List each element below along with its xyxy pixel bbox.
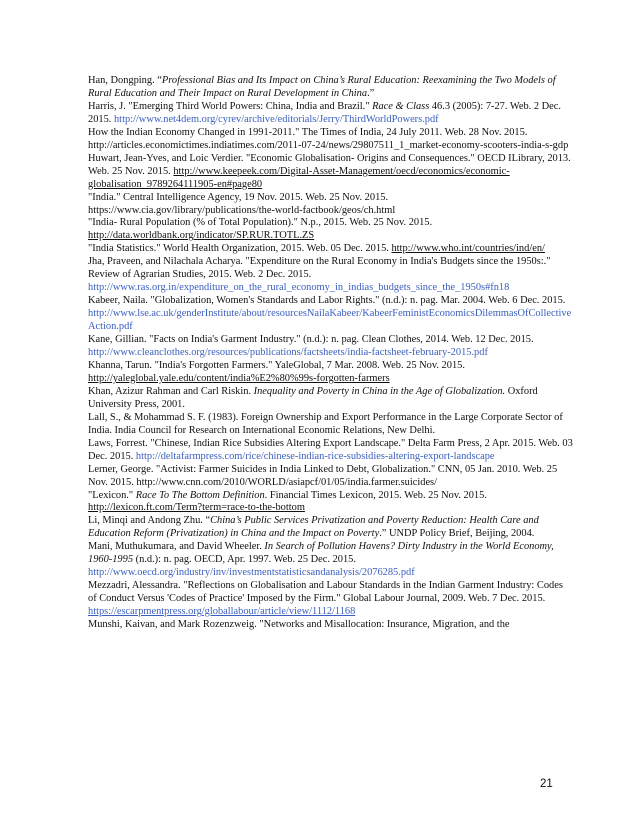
reference-entry [88,101,574,127]
reference-entry [88,386,574,412]
reference-text: (n.d.): n. pag. OECD, Apr. 1997. Web. 25 Dec. 2015. [133,554,356,566]
reference-link[interactable]: http://www.ras.org.in/expenditure_on_the_rural_economy_in_indias_budgets_since_the_1950s#fn18 [88,282,510,294]
reference-text: Li, Minqi and Andong Zhu. “ [88,515,211,527]
reference-title: China’s Public Services Privatization and Poverty Reduction: Health Care and Education Reform (Privatization) in China and the Impact on Poverty [88,515,539,540]
reference-link[interactable]: http://www.net4dem.org/cyrev/archive/editorials/Jerry/ThirdWorldPowers.pdf [113,113,439,125]
reference-entry [88,192,574,218]
reference-link[interactable]: http://www.oecd.org/industry/inv/investmentstatisticsandanalysis/2076285.pdf [88,567,415,579]
reference-entry [88,217,574,243]
reference-text: "Lexicon." [88,489,136,501]
reference-text: Khanna, Tarun. "India's Forgotten Farmers." YaleGlobal, 7 Mar. 2008. Web. 25 Nov. 2015. [88,359,465,371]
reference-text: Kane, Gillian. "Facts on India's Garment Industry." (n.d.): n. pag. Clean Clothes, 2014. Web. 12 Dec. 2015. [88,334,534,346]
reference-entry [88,580,574,619]
reference-text: .” UNDP Policy Brief, Beijing, 2004. [379,528,535,540]
reference-text: . Financial Times Lexicon, 2015. Web. 25 Nov. 2015. [264,489,487,501]
reference-title: In Search of Pollution Havens? Dirty Industry in the World Economy, 1960-1995 [88,541,554,566]
reference-text: Kabeer, Naila. "Globalization, Women's Standards and Labor Rights." (n.d.): n. pag. Mar. 2004. Web. 6 Dec. 2015. [88,295,566,307]
reference-entry [88,295,574,334]
reference-text: Mezzadri, Alessandra. "Reflections on Globalisation and Labour Standards in the Indian Garment Industry: Codes of Conduct Versus 'Codes of Practice' Imposed by the Firm." Global Labour Journal, 2009. Web. 7 Dec. 2015. [88,580,563,605]
reference-text: Khan, Azizur Rahman and Carl Riskin. [88,385,254,397]
reference-text: "India." Central Intelligence Agency, 19 Nov. 2015. Web. 25 Nov. 2015. https://www.cia.gov/library/publications/the-world-factbook/geos/ch.html [88,191,396,216]
reference-entry [88,334,574,360]
reference-entry [88,464,574,490]
reference-text: Huwart, Jean-Yves, and Loic Verdier. "Economic Globalisation- Origins and Consequences." OECD ILibrary, 2013. Web. 25 Nov. 2015. [88,152,571,177]
reference-entry [88,515,574,541]
reference-text: Oxford University Press, 2001. [88,385,538,410]
page-number: 21 [540,778,553,790]
reference-entry [88,243,574,256]
reference-entry [88,153,574,192]
reference-text: 46.3 (2005): 7-27. Web. 2 Dec. 2015. [88,100,561,125]
reference-text: "India- Rural Population (% of Total Population)." N.p., 2015. Web. 25 Nov. 2015. [88,217,433,229]
reference-text: Harris, J. "Emerging Third World Powers: China, India and Brazil." [88,100,373,112]
reference-entry [88,438,574,464]
reference-link[interactable]: http://data.worldbank.org/indicator/SP.RUR.TOTL.ZS [88,230,315,242]
reference-title: Inequality and Poverty in China in the Age of Globalization. [253,385,506,397]
reference-title: Race & Class [372,100,430,112]
reference-text: Laws, Forrest. "Chinese, Indian Rice Subsidies Altering Export Landscape." Delta Farm Press, 2 Apr. 2015. Web. 03 Dec. 2015. [88,437,573,462]
reference-entry [88,256,574,295]
reference-entry [88,541,574,580]
reference-text: .” [367,87,375,99]
reference-link[interactable]: http://yaleglobal.yale.edu/content/india%E2%80%99s-forgotten-farmers [88,372,390,384]
reference-list [88,75,574,632]
reference-link[interactable]: http://www.keepeek.com/Digital-Asset-Management/oecd/economics/economic-globalisation_9789264111905-en#page80 [88,165,510,190]
reference-link[interactable]: http://lexicon.ft.com/Term?term=race-to-the-bottom [88,502,305,514]
reference-text: Han, Dongping. “ [88,75,162,86]
reference-text: How the Indian Economy Changed in 1991-2011." The Times of India, 24 July 2011. Web. 28 Nov. 2015. http://articles.economictimes.indiatimes.com/2011-07-24/news/29807511_1_market-economy-scooters-india-s-gdp [88,126,569,151]
reference-link[interactable]: http://www.lse.ac.uk/genderInstitute/about/resourcesNailaKabeer/KabeerFeministEconomicsDilemmasOfCollectiveAction.pdf [88,308,572,333]
reference-text: "India Statistics." World Health Organization, 2015. Web. 05 Dec. 2015. [88,243,392,255]
reference-text: Jha, Praveen, and Nilachala Acharya. "Expenditure on the Rural Economy in India's Budgets since the 1950s:." Review of Agrarian Studies, 2015. Web. 2 Dec. 2015. [88,256,551,281]
reference-title: Race To The Bottom Definition [135,489,265,501]
reference-entry [88,619,574,632]
reference-text: Lall, S., & Mohammad S. F. (1983). Foreign Ownership and Export Performance in the Large Corporate Sector of India. India Council for Research on International Economic Relations, New Delhi. [88,411,563,436]
reference-link[interactable]: https://escarpmentpress.org/globallabour/article/view/1112/1168 [88,606,356,618]
reference-entry [88,412,574,438]
reference-entry [88,490,574,516]
reference-text: Mani, Muthukumara, and David Wheeler. [88,541,265,553]
reference-text: Lerner, George. "Activist: Farmer Suicides in India Linked to Debt, Globalization." CNN, 05 Jan. 2010. Web. 25 Nov. 2015. http://www.cnn.com/2010/WORLD/asiapcf/01/05/india.farmer.suicides/ [88,463,558,488]
reference-text: Munshi, Kaivan, and Mark Rozenzweig. "Networks and Misallocation: Insurance, Migration, and the [88,619,510,631]
reference-title: Professional Bias and Its Impact on China’s Rural Education: Reexamining the Two Models of Rural Education and Their Impact on Rural Development in China [88,75,556,99]
reference-entry [88,360,574,386]
reference-link[interactable]: http://deltafarmpress.com/rice/chinese-indian-rice-subsidies-altering-export-landscape [135,450,495,462]
reference-entry [88,127,574,153]
reference-entry [88,75,574,101]
reference-link[interactable]: http://www.cleanclothes.org/resources/publications/factsheets/india-factsheet-february-2015.pdf [88,347,488,359]
reference-link[interactable]: http://www.who.int/countries/ind/en/ [391,243,545,255]
